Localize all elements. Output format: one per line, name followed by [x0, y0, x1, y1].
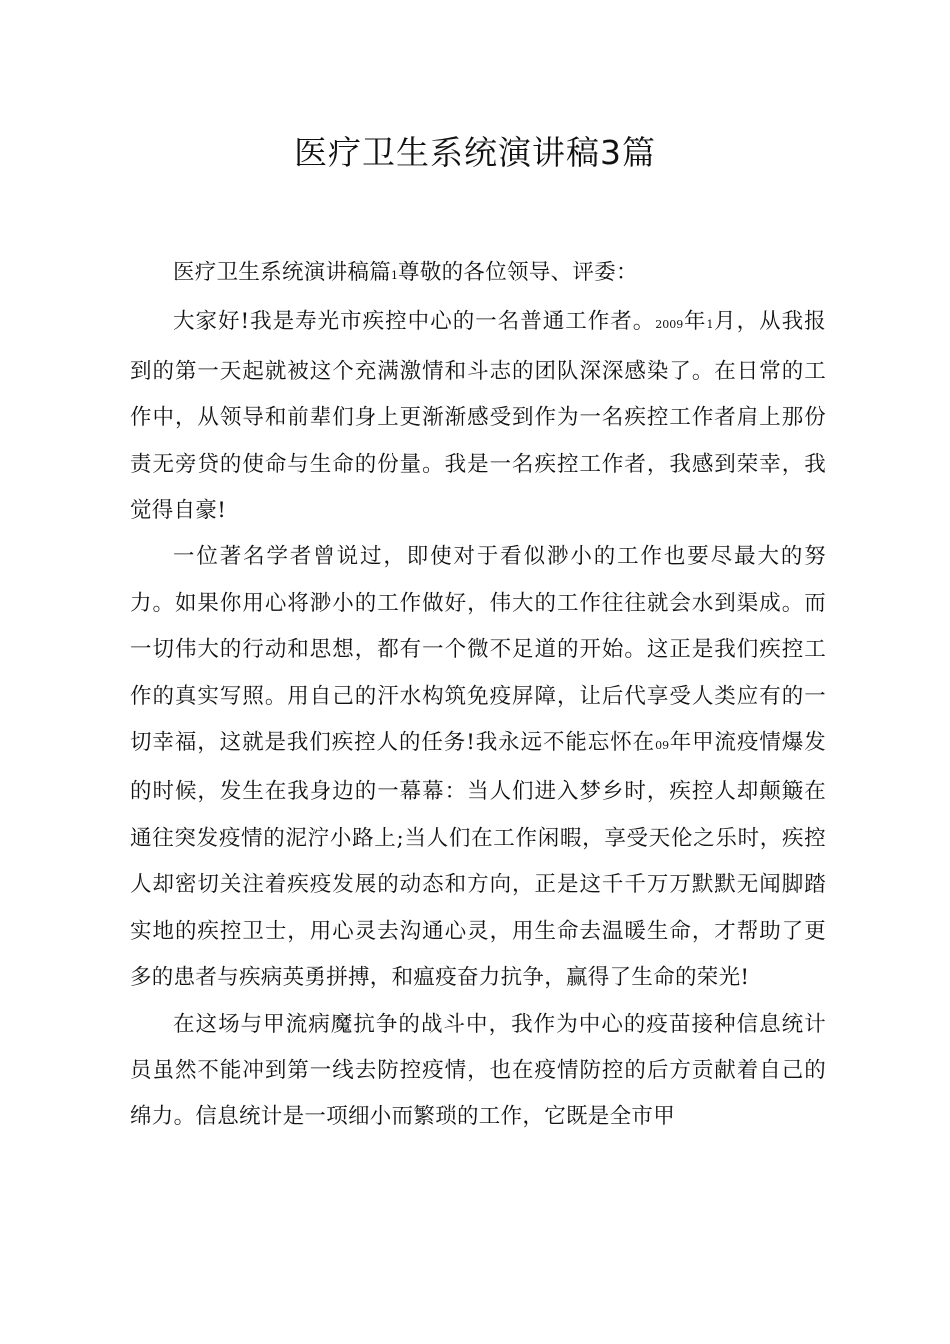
paragraph-text: 医疗卫生系统演讲稿篇 — [173, 260, 392, 285]
paragraph — [130, 1002, 826, 1141]
paragraph-text: 月，从我报到的第一天起就被这个充满激情和斗志的团队深深感染了。在日常的工作中，从领导和前辈们身上更渐渐感受到作为一名疾控工作者肩上那份责无旁贷的使命与生命的份量。我是一名疾控工作者，我感到荣幸，我觉得自豪! — [130, 309, 826, 524]
document-title: 医疗卫生系统演讲稿3篇 — [294, 133, 656, 172]
paragraph-text: 尊敬的各位领导、评委： — [398, 260, 638, 285]
inline-number: 1 — [391, 269, 399, 282]
paragraph-text: 一位著名学者曾说过，即使对于看似渺小的工作也要尽最大的努力。如果你用心将渺小的工作做好，伟大的工作往往就会水到渠成。而一切伟大的行动和思想，都有一个微不足道的开始。这正是我们疾控工作的真实写照。用自己的汗水构筑免疫屏障，让后代享受人类应有的一切幸福，这就是我们疾控人的任务!我永远不能忘怀在 — [130, 544, 826, 756]
paragraph-text: 年 — [683, 309, 707, 335]
paragraph — [130, 534, 826, 1001]
inline-number: 09 — [655, 739, 670, 753]
inline-number: 2009 — [655, 318, 684, 332]
inline-number: 1 — [706, 318, 714, 332]
paragraph-text: 大家好!我是寿光市疾控中心的一名普通工作者。 — [173, 309, 656, 335]
paragraph — [130, 299, 826, 534]
paragraph — [130, 250, 826, 299]
document-body — [130, 250, 826, 1141]
paragraph-text: 年甲流疫情爆发的时候，发生在我身边的一幕幕：当人们进入梦乡时，疾控人却颠簸在通往突发疫情的泥泞小路上;当人们在工作闲暇，享受天伦之乐时，疾控人却密切关注着疾疫发展的动态和方向，正是这千千万万默默无闻脚踏实地的疾控卫士，用心灵去沟通心灵，用生命去温暖生命，才帮助了更多的患者与疾病英勇拼搏，和瘟疫奋力抗争，赢得了生命的荣光! — [130, 730, 826, 991]
paragraph-text: 在这场与甲流病魔抗争的战斗中，我作为中心的疫苗接种信息统计员虽然不能冲到第一线去防控疫情，也在疫情防控的后方贡献着自己的绵力。信息统计是一项细小而繁琐的工作，它既是全市甲 — [130, 1011, 826, 1130]
